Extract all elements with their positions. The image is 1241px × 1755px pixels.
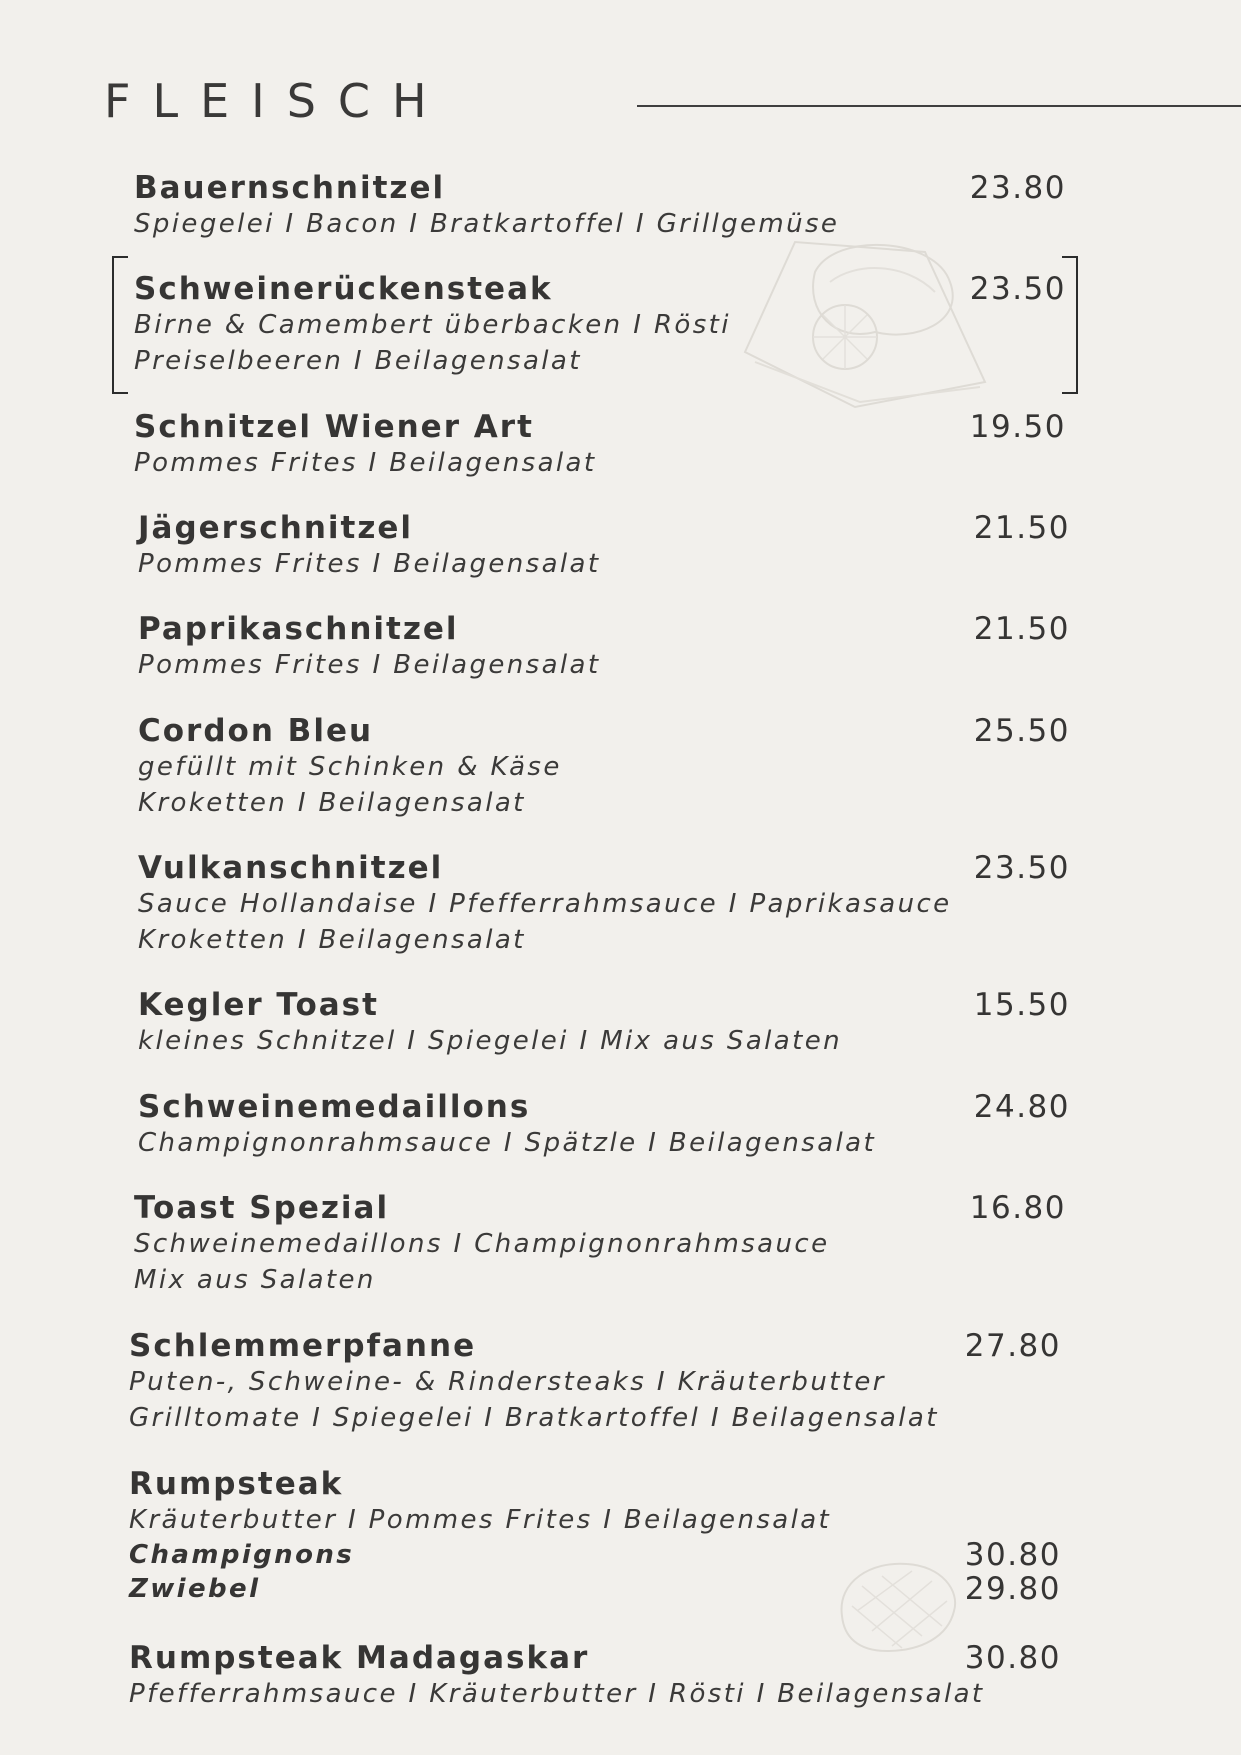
item-name: Bauernschnitzel xyxy=(134,170,446,206)
item-name: Vulkanschnitzel xyxy=(138,850,444,886)
item-price: 24.80 xyxy=(973,1089,1070,1125)
item-description: Spiegelei I Bacon I Bratkartoffel I Grillgemüse xyxy=(134,209,840,239)
item-option-label: Champignons xyxy=(129,1540,355,1570)
item-description: Mix aus Salaten xyxy=(134,1265,376,1295)
section-title: FLEISCH xyxy=(104,74,449,128)
item-description: Puten-, Schweine- & Rindersteaks I Kräuterbutter xyxy=(129,1367,886,1397)
item-description: Schweinemedaillons I Champignonrahmsauce xyxy=(134,1229,830,1259)
item-description: Champignonrahmsauce I Spätzle I Beilagensalat xyxy=(138,1128,877,1158)
item-description: Preiselbeeren I Beilagensalat xyxy=(134,346,582,376)
item-price: 19.50 xyxy=(969,409,1066,445)
item-description: Kroketten I Beilagensalat xyxy=(138,925,526,955)
item-name: Schweinemedaillons xyxy=(138,1089,531,1125)
item-description: Pommes Frites I Beilagensalat xyxy=(138,549,601,579)
item-description: Kroketten I Beilagensalat xyxy=(138,788,526,818)
item-name: Schweinerückensteak xyxy=(134,271,553,307)
item-price: 21.50 xyxy=(973,611,1070,647)
item-name: Cordon Bleu xyxy=(138,713,374,749)
item-description: Pfefferrahmsauce I Kräuterbutter I Rösti I Beilagensalat xyxy=(129,1679,985,1709)
item-description: Kräuterbutter I Pommes Frites I Beilagensalat xyxy=(129,1505,832,1535)
item-description: Grilltomate I Spiegelei I Bratkartoffel I Beilagensalat xyxy=(129,1403,939,1433)
item-name: Rumpsteak xyxy=(129,1466,344,1502)
item-name: Paprikaschnitzel xyxy=(138,611,459,647)
item-description: gefüllt mit Schinken & Käse xyxy=(138,752,562,782)
item-name: Schnitzel Wiener Art xyxy=(134,409,534,445)
item-description: Pommes Frites I Beilagensalat xyxy=(134,448,597,478)
item-name: Rumpsteak Madagaskar xyxy=(129,1640,590,1676)
item-description: Pommes Frites I Beilagensalat xyxy=(138,650,601,680)
item-price: 23.80 xyxy=(969,170,1066,206)
title-divider xyxy=(637,105,1241,107)
item-price: 23.50 xyxy=(969,271,1066,307)
item-name: Schlemmerpfanne xyxy=(129,1328,477,1364)
item-price: 27.80 xyxy=(964,1328,1061,1364)
item-name: Toast Spezial xyxy=(134,1190,390,1226)
item-price: 15.50 xyxy=(973,987,1070,1023)
item-price: 25.50 xyxy=(973,713,1070,749)
item-option-price: 30.80 xyxy=(964,1537,1061,1573)
highlight-bracket-left xyxy=(112,256,128,394)
item-name: Jägerschnitzel xyxy=(138,510,414,546)
item-description: Birne & Camembert überbacken I Rösti xyxy=(134,310,731,340)
item-price: 23.50 xyxy=(973,850,1070,886)
item-price: 16.80 xyxy=(969,1190,1066,1226)
item-name: Kegler Toast xyxy=(138,987,379,1023)
item-price: 21.50 xyxy=(973,510,1070,546)
item-option-price: 29.80 xyxy=(964,1571,1061,1607)
item-description: kleines Schnitzel I Spiegelei I Mix aus Salaten xyxy=(138,1026,842,1056)
item-description: Sauce Hollandaise I Pfefferrahmsauce I Paprikasauce xyxy=(138,889,952,919)
item-price: 30.80 xyxy=(964,1640,1061,1676)
item-option-label: Zwiebel xyxy=(129,1574,261,1604)
